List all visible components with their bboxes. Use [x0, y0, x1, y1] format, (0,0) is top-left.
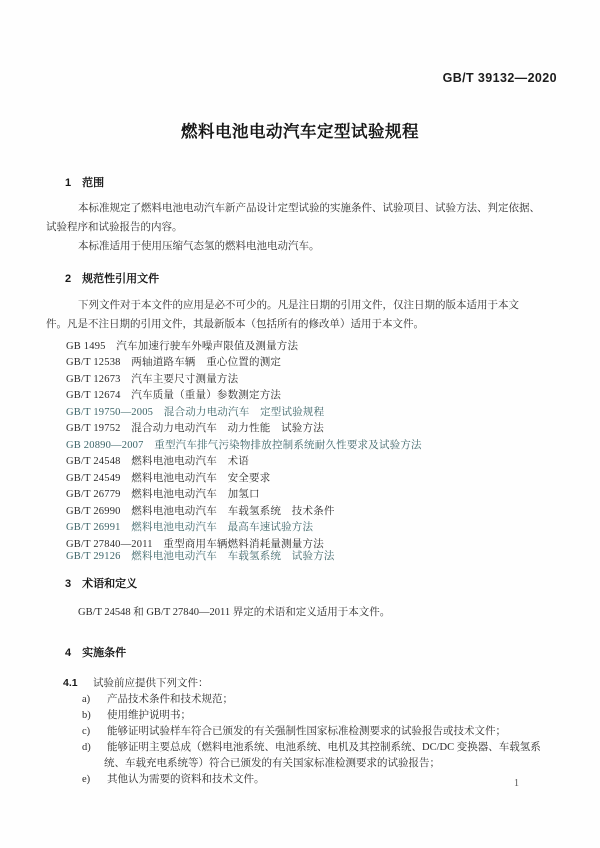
list-bullet: c) [82, 726, 91, 737]
list-item-e [82, 771, 265, 786]
paragraph-line: 试验程序和试验报告的内容。 [46, 222, 183, 233]
reference-item: GB/T 24549 燃料电池电动汽车 安全要求 [66, 473, 271, 484]
list-text: 产品技术条件和技术规范； [107, 694, 233, 705]
paragraph-line: 下列文件对于本文件的应用是必不可少的。凡是注日期的引用文件，仅注日期的版本适用于本文 [78, 300, 519, 311]
list-bullet: d) [82, 742, 91, 753]
paragraph-line: GB/T 24548 和 GB/T 27840—2011 界定的术语和定义适用于本文件。 [78, 607, 391, 618]
clause-text: 试验前应提供下列文件： [93, 678, 209, 689]
list-bullet: e) [82, 774, 91, 785]
section-heading-4: 4 实施条件 [65, 647, 127, 659]
section-heading-2: 2 规范性引用文件 [65, 273, 160, 285]
list-text: 能够证明主要总成（燃料电池系统、电池系统、电机及其控制系统、DC/DC 变换器、车载氢系 [107, 742, 541, 753]
reference-item: GB/T 27840—2011 重型商用车辆燃料消耗量测量方法 [66, 539, 324, 550]
reference-item: GB/T 26990 燃料电池电动汽车 车载氢系统 技术条件 [66, 506, 335, 517]
list-item-c [82, 723, 506, 738]
reference-item: GB 20890—2007 重型汽车排气污染物排放控制系统耐久性要求及试验方法 [66, 440, 422, 451]
list-item-b [82, 707, 191, 722]
reference-item: GB 1495 汽车加速行驶车外噪声限值及测量方法 [66, 341, 299, 352]
paragraph-line: 本标准规定了燃料电池电动汽车新产品设计定型试验的实施条件、试验项目、试验方法、判定依据、 [78, 203, 540, 214]
reference-item: GB/T 12673 汽车主要尺寸测量方法 [66, 374, 239, 385]
paragraph-line: 本标准适用于使用压缩气态氢的燃料电池电动汽车。 [78, 241, 320, 252]
reference-item: GB/T 26991 燃料电池电动汽车 最高车速试验方法 [66, 522, 314, 533]
reference-item: GB/T 29126 燃料电池电动汽车 车载氢系统 试验方法 [66, 551, 335, 562]
list-text: 使用维护说明书； [107, 710, 191, 721]
reference-item: GB/T 19750—2005 混合动力电动汽车 定型试验规程 [66, 407, 325, 418]
list-text: 能够证明试验样车符合已颁发的有关强制性国家标准检测要求的试验报告或技术文件； [107, 726, 506, 737]
list-item-d [82, 739, 541, 754]
section-heading-1: 1 范围 [65, 177, 105, 189]
reference-item: GB/T 12538 两轴道路车辆 重心位置的测定 [66, 357, 282, 368]
reference-item: GB/T 24548 燃料电池电动汽车 术语 [66, 456, 250, 467]
clause-4-1 [63, 675, 209, 690]
clause-number: 4.1 [63, 677, 78, 689]
list-bullet: b) [82, 710, 91, 721]
standard-number: GB/T 39132—2020 [442, 71, 557, 85]
document-title: 燃料电池电动汽车定型试验规程 [181, 123, 419, 141]
list-item-a [82, 691, 233, 706]
list-item-d-continued: 统、车载充电系统等）符合已颁发的有关国家标准检测要求的试验报告； [104, 758, 440, 769]
list-text: 其他认为需要的资料和技术文件。 [107, 774, 265, 785]
reference-item: GB/T 26779 燃料电池电动汽车 加氢口 [66, 489, 260, 500]
list-bullet: a) [82, 694, 91, 705]
section-heading-3: 3 术语和定义 [65, 578, 138, 590]
page-number: 1 [514, 778, 519, 789]
paragraph-line: 件。凡是不注日期的引用文件，其最新版本（包括所有的修改单）适用于本文件。 [46, 319, 424, 330]
reference-item: GB/T 12674 汽车质量（重量）参数测定方法 [66, 390, 282, 401]
reference-item: GB/T 19752 混合动力电动汽车 动力性能 试验方法 [66, 423, 324, 434]
